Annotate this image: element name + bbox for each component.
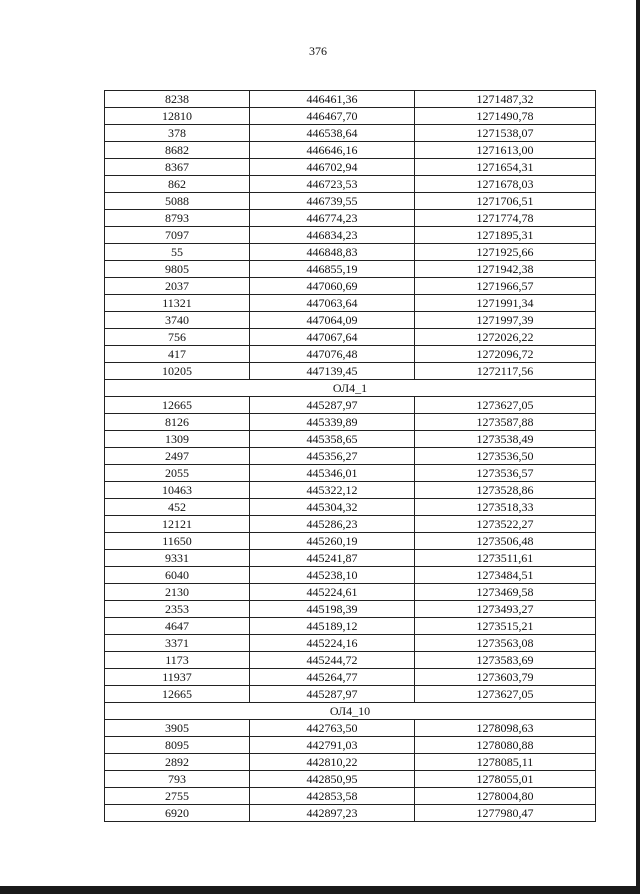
point-number-cell: 7097	[105, 227, 250, 244]
y-coordinate-cell: 1273506,48	[415, 533, 596, 550]
x-coordinate-cell: 445356,27	[250, 448, 415, 465]
x-coordinate-cell: 446538,64	[250, 125, 415, 142]
y-coordinate-cell: 1271678,03	[415, 176, 596, 193]
x-coordinate-cell: 447063,64	[250, 295, 415, 312]
point-number-cell: 6040	[105, 567, 250, 584]
table-row	[105, 227, 596, 244]
x-coordinate-cell: 446848,83	[250, 244, 415, 261]
y-coordinate-cell: 1271774,78	[415, 210, 596, 227]
table-row	[105, 159, 596, 176]
point-number-cell: 2497	[105, 448, 250, 465]
y-coordinate-cell: 1273536,50	[415, 448, 596, 465]
point-number-cell: 3740	[105, 312, 250, 329]
section-header-row	[105, 703, 596, 720]
point-number-cell: 1173	[105, 652, 250, 669]
point-number-cell: 8367	[105, 159, 250, 176]
y-coordinate-cell: 1278004,80	[415, 788, 596, 805]
y-coordinate-cell: 1271895,31	[415, 227, 596, 244]
y-coordinate-cell: 1278085,11	[415, 754, 596, 771]
y-coordinate-cell: 1273515,21	[415, 618, 596, 635]
y-coordinate-cell: 1273511,61	[415, 550, 596, 567]
point-number-cell: 11321	[105, 295, 250, 312]
scan-edge-bottom	[0, 886, 640, 894]
table-row	[105, 91, 596, 108]
table-row	[105, 635, 596, 652]
table-row	[105, 414, 596, 431]
x-coordinate-cell: 445346,01	[250, 465, 415, 482]
table-row	[105, 448, 596, 465]
point-number-cell: 378	[105, 125, 250, 142]
point-number-cell: 8126	[105, 414, 250, 431]
point-number-cell: 417	[105, 346, 250, 363]
point-number-cell: 2892	[105, 754, 250, 771]
table-row	[105, 771, 596, 788]
x-coordinate-cell: 445260,19	[250, 533, 415, 550]
table-row	[105, 278, 596, 295]
y-coordinate-cell: 1273493,27	[415, 601, 596, 618]
x-coordinate-cell: 445287,97	[250, 397, 415, 414]
y-coordinate-cell: 1278055,01	[415, 771, 596, 788]
point-number-cell: 12810	[105, 108, 250, 125]
y-coordinate-cell: 1273484,51	[415, 567, 596, 584]
table-row	[105, 754, 596, 771]
y-coordinate-cell: 1271613,00	[415, 142, 596, 159]
table-row	[105, 329, 596, 346]
table-row	[105, 550, 596, 567]
x-coordinate-cell: 446461,36	[250, 91, 415, 108]
table-row	[105, 244, 596, 261]
x-coordinate-cell: 442850,95	[250, 771, 415, 788]
point-number-cell: 8793	[105, 210, 250, 227]
y-coordinate-cell: 1273627,05	[415, 397, 596, 414]
x-coordinate-cell: 442853,58	[250, 788, 415, 805]
x-coordinate-cell: 445358,65	[250, 431, 415, 448]
point-number-cell: 9331	[105, 550, 250, 567]
point-number-cell: 8682	[105, 142, 250, 159]
x-coordinate-cell: 442791,03	[250, 737, 415, 754]
section-title: ОЛ4_10	[105, 703, 596, 720]
table-row	[105, 805, 596, 822]
table-row	[105, 142, 596, 159]
table-row	[105, 499, 596, 516]
table-row	[105, 618, 596, 635]
y-coordinate-cell: 1271942,38	[415, 261, 596, 278]
x-coordinate-cell: 446723,53	[250, 176, 415, 193]
y-coordinate-cell: 1271487,32	[415, 91, 596, 108]
y-coordinate-cell: 1272117,56	[415, 363, 596, 380]
x-coordinate-cell: 447064,09	[250, 312, 415, 329]
y-coordinate-cell: 1273603,79	[415, 669, 596, 686]
x-coordinate-cell: 445339,89	[250, 414, 415, 431]
y-coordinate-cell: 1273518,33	[415, 499, 596, 516]
point-number-cell: 3371	[105, 635, 250, 652]
table-row	[105, 312, 596, 329]
y-coordinate-cell: 1278098,63	[415, 720, 596, 737]
point-number-cell: 3905	[105, 720, 250, 737]
point-number-cell: 8238	[105, 91, 250, 108]
point-number-cell: 862	[105, 176, 250, 193]
table-row	[105, 346, 596, 363]
point-number-cell: 2130	[105, 584, 250, 601]
section-title: ОЛ4_1	[105, 380, 596, 397]
point-number-cell: 55	[105, 244, 250, 261]
point-number-cell: 6920	[105, 805, 250, 822]
table-row	[105, 431, 596, 448]
x-coordinate-cell: 445322,12	[250, 482, 415, 499]
x-coordinate-cell: 446702,94	[250, 159, 415, 176]
table-row	[105, 193, 596, 210]
y-coordinate-cell: 1271538,07	[415, 125, 596, 142]
y-coordinate-cell: 1272026,22	[415, 329, 596, 346]
point-number-cell: 5088	[105, 193, 250, 210]
x-coordinate-cell: 442810,22	[250, 754, 415, 771]
table-row	[105, 125, 596, 142]
x-coordinate-cell: 447060,69	[250, 278, 415, 295]
y-coordinate-cell: 1271706,51	[415, 193, 596, 210]
y-coordinate-cell: 1271997,39	[415, 312, 596, 329]
x-coordinate-cell: 446646,16	[250, 142, 415, 159]
y-coordinate-cell: 1273538,49	[415, 431, 596, 448]
x-coordinate-cell: 445224,61	[250, 584, 415, 601]
y-coordinate-cell: 1271654,31	[415, 159, 596, 176]
x-coordinate-cell: 445264,77	[250, 669, 415, 686]
point-number-cell: 10205	[105, 363, 250, 380]
y-coordinate-cell: 1273522,27	[415, 516, 596, 533]
x-coordinate-cell: 445189,12	[250, 618, 415, 635]
x-coordinate-cell: 447076,48	[250, 346, 415, 363]
x-coordinate-cell: 446467,70	[250, 108, 415, 125]
y-coordinate-cell: 1278080,88	[415, 737, 596, 754]
scan-edge-right	[636, 0, 640, 894]
table-row	[105, 737, 596, 754]
x-coordinate-cell: 445286,23	[250, 516, 415, 533]
table-row	[105, 465, 596, 482]
table-row	[105, 397, 596, 414]
page-number: 376	[309, 44, 327, 58]
point-number-cell: 1309	[105, 431, 250, 448]
x-coordinate-cell: 447067,64	[250, 329, 415, 346]
x-coordinate-cell: 442897,23	[250, 805, 415, 822]
table-row	[105, 108, 596, 125]
x-coordinate-cell: 446739,55	[250, 193, 415, 210]
y-coordinate-cell: 1277980,47	[415, 805, 596, 822]
table-row	[105, 482, 596, 499]
point-number-cell: 2055	[105, 465, 250, 482]
table-row	[105, 176, 596, 193]
y-coordinate-cell: 1272096,72	[415, 346, 596, 363]
point-number-cell: 756	[105, 329, 250, 346]
point-number-cell: 8095	[105, 737, 250, 754]
table-row	[105, 210, 596, 227]
y-coordinate-cell: 1273536,57	[415, 465, 596, 482]
table-row	[105, 584, 596, 601]
point-number-cell: 2755	[105, 788, 250, 805]
x-coordinate-cell: 445238,10	[250, 567, 415, 584]
x-coordinate-cell: 446834,23	[250, 227, 415, 244]
x-coordinate-cell: 445287,97	[250, 686, 415, 703]
x-coordinate-cell: 442763,50	[250, 720, 415, 737]
table-row	[105, 720, 596, 737]
x-coordinate-cell: 446855,19	[250, 261, 415, 278]
table-row	[105, 652, 596, 669]
point-number-cell: 9805	[105, 261, 250, 278]
point-number-cell: 2037	[105, 278, 250, 295]
x-coordinate-cell: 445304,32	[250, 499, 415, 516]
point-number-cell: 12665	[105, 686, 250, 703]
table-row	[105, 363, 596, 380]
point-number-cell: 12121	[105, 516, 250, 533]
x-coordinate-cell: 445198,39	[250, 601, 415, 618]
y-coordinate-cell: 1271966,57	[415, 278, 596, 295]
y-coordinate-cell: 1273563,08	[415, 635, 596, 652]
point-number-cell: 11650	[105, 533, 250, 550]
x-coordinate-cell: 445244,72	[250, 652, 415, 669]
x-coordinate-cell: 447139,45	[250, 363, 415, 380]
y-coordinate-cell: 1273583,69	[415, 652, 596, 669]
table-row	[105, 533, 596, 550]
table-row	[105, 669, 596, 686]
coordinates-table	[104, 90, 596, 822]
table-row	[105, 686, 596, 703]
point-number-cell: 793	[105, 771, 250, 788]
section-header-row	[105, 380, 596, 397]
x-coordinate-cell: 446774,23	[250, 210, 415, 227]
table-row	[105, 295, 596, 312]
y-coordinate-cell: 1271490,78	[415, 108, 596, 125]
table-row	[105, 567, 596, 584]
table-row	[105, 261, 596, 278]
table-row	[105, 788, 596, 805]
x-coordinate-cell: 445241,87	[250, 550, 415, 567]
y-coordinate-cell: 1273587,88	[415, 414, 596, 431]
y-coordinate-cell: 1273469,58	[415, 584, 596, 601]
y-coordinate-cell: 1273528,86	[415, 482, 596, 499]
point-number-cell: 11937	[105, 669, 250, 686]
table-row	[105, 601, 596, 618]
coordinates-table-body	[105, 91, 596, 822]
table-row	[105, 516, 596, 533]
point-number-cell: 452	[105, 499, 250, 516]
point-number-cell: 4647	[105, 618, 250, 635]
y-coordinate-cell: 1273627,05	[415, 686, 596, 703]
y-coordinate-cell: 1271991,34	[415, 295, 596, 312]
x-coordinate-cell: 445224,16	[250, 635, 415, 652]
point-number-cell: 2353	[105, 601, 250, 618]
point-number-cell: 12665	[105, 397, 250, 414]
point-number-cell: 10463	[105, 482, 250, 499]
y-coordinate-cell: 1271925,66	[415, 244, 596, 261]
